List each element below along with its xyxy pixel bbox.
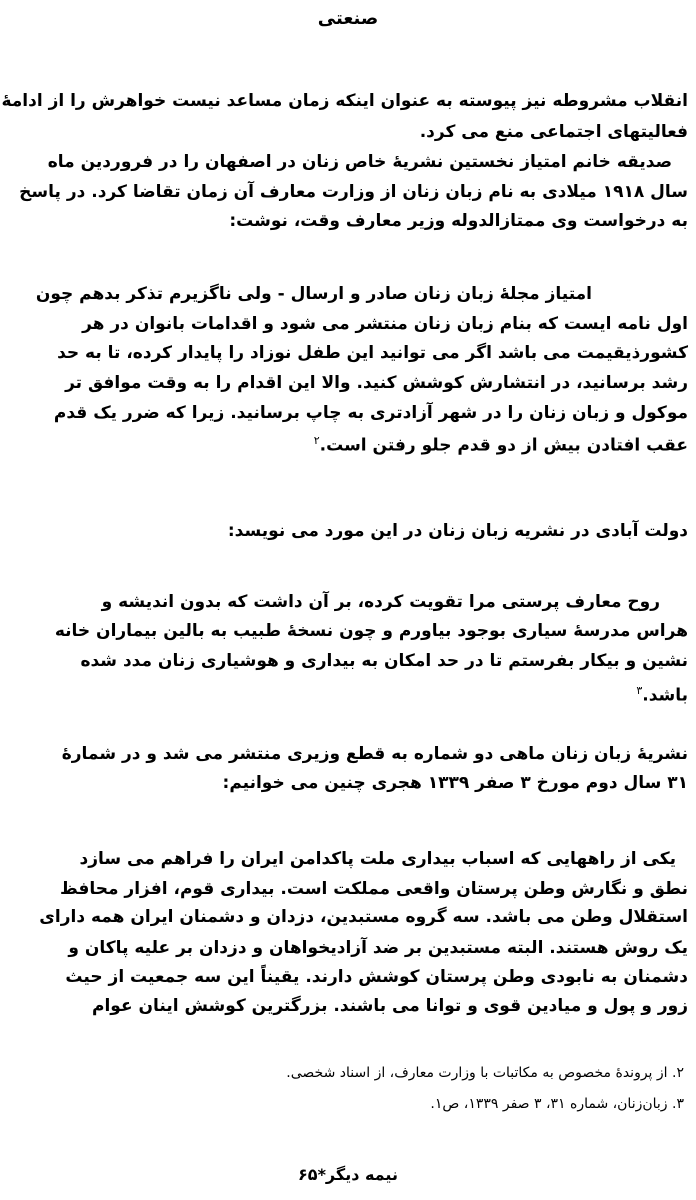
- footnote-ref-2: ۲: [313, 434, 320, 447]
- page-header: صنعتی: [317, 8, 379, 29]
- quote3-line-2: نطق و نگارش وطن پرستان واقعی مملکت است. بیداری قوم، افزار محافظ: [60, 879, 688, 899]
- quote3-line-1: یکی از راههایی که اسباب بیداری ملت پاکدامن ایران را فراهم می سازد: [79, 849, 676, 869]
- para4-line-2: ۳۱ سال دوم مورخ ۳ صفر ۱۳۳۹ هجری چنین می خوانیم:: [222, 773, 688, 793]
- quote2-line-4-text: باشد.: [642, 685, 688, 706]
- quote1-line-4: رشد برسانید، در انتشارش کوشش کنید. والا این اقدام را به وقت موافق تر: [65, 373, 688, 393]
- para3: دولت آبادی در نشریه زبان زنان در این مورد می نویسد:: [227, 521, 688, 541]
- para4-line-1: نشریهٔ زبان زنان ماهی دو شماره به قطع وزیری منتشر می شد و در شمارهٔ: [61, 744, 688, 764]
- para1-line-2: فعالیتهای اجتماعی منع می کرد.: [419, 122, 688, 142]
- quote2-line-4: [636, 680, 688, 707]
- quote1-line-3: کشورذیقیمت می باشد اگر می توانید این طفل نوزاد را پایدار کرده، تا به حد: [57, 343, 688, 363]
- quote1-line-6-text: عقب افتادن بیش از دو قدم جلو رفتن است.: [319, 435, 688, 456]
- footnote-3: ۳. زبان‌زنان، شماره ۳۱، ۳ صفر ۱۳۳۹، ص۱.: [430, 1096, 684, 1112]
- quote1-line-1: امتیاز مجلهٔ زبان زنان صادر و ارسال - ولی ناگزیرم تذکر بدهم چون: [35, 284, 592, 304]
- quote3-line-5: دشمنان به نابودی وطن پرستان کوشش دارند. یقیناً این سه جمعیت از حیث: [65, 967, 688, 987]
- page-footer: نیمه دیگر*۶۵: [298, 1165, 398, 1184]
- para2-line-2: سال ۱۹۱۸ میلادی به نام زبان زنان از وزارت معارف آن زمان تقاضا کرد. در پاسخ: [19, 182, 688, 202]
- quote3-line-3: استقلال وطن می باشد. سه گروه مستبدین، دزدان و دشمنان ایران همه دارای: [39, 907, 688, 927]
- quote2-line-3: نشین و بیکار بفرستم تا در حد امکان به بیداری و هوشیاری زنان مدد شده: [80, 651, 688, 671]
- quote3-line-4: یک روش هستند. البته مستبدین بر ضد آزادیخواهان و دزدان بر علیه پاکان و: [68, 938, 688, 958]
- quote2-line-1: روح معارف پرستی مرا تقویت کرده، بر آن داشت که بدون اندیشه و: [101, 592, 660, 612]
- footnote-2: ۲. از پروندهٔ مخصوص به مکاتبات با وزارت معارف، از اسناد شخصی.: [286, 1065, 684, 1081]
- quote3-line-6: زور و پول و میادین قوی و توانا می باشند. بزرگترین کوشش اینان عوام: [92, 996, 688, 1016]
- quote1-line-6: [314, 430, 688, 457]
- quote2-line-2: هراس مدرسهٔ سیاری بوجود بیاورم و چون نسخهٔ طبیب به بالین بیماران خانه: [54, 621, 688, 641]
- quote1-line-2: اول نامه ایست که بنام زبان زنان منتشر می شود و اقدامات بانوان در هر: [82, 314, 688, 334]
- quote1-line-5: موکول و زبان زنان را در شهر آزادتری به چاپ برسانید. زیرا که ضرر یک قدم: [53, 403, 688, 423]
- para1-line-1: انقلاب مشروطه نیز پیوسته به عنوان اینکه زمان مساعد نیست خواهرش را از ادامهٔ: [1, 91, 688, 111]
- para2-line-3: به درخواست وی ممتازالدوله وزیر معارف وقت، نوشت:: [229, 211, 688, 231]
- footnote-ref-3: ۳: [636, 684, 643, 697]
- para2-line-1: صدیقه خانم امتیاز نخستین نشریهٔ خاص زنان در اصفهان را در فروردین ماه: [47, 152, 672, 172]
